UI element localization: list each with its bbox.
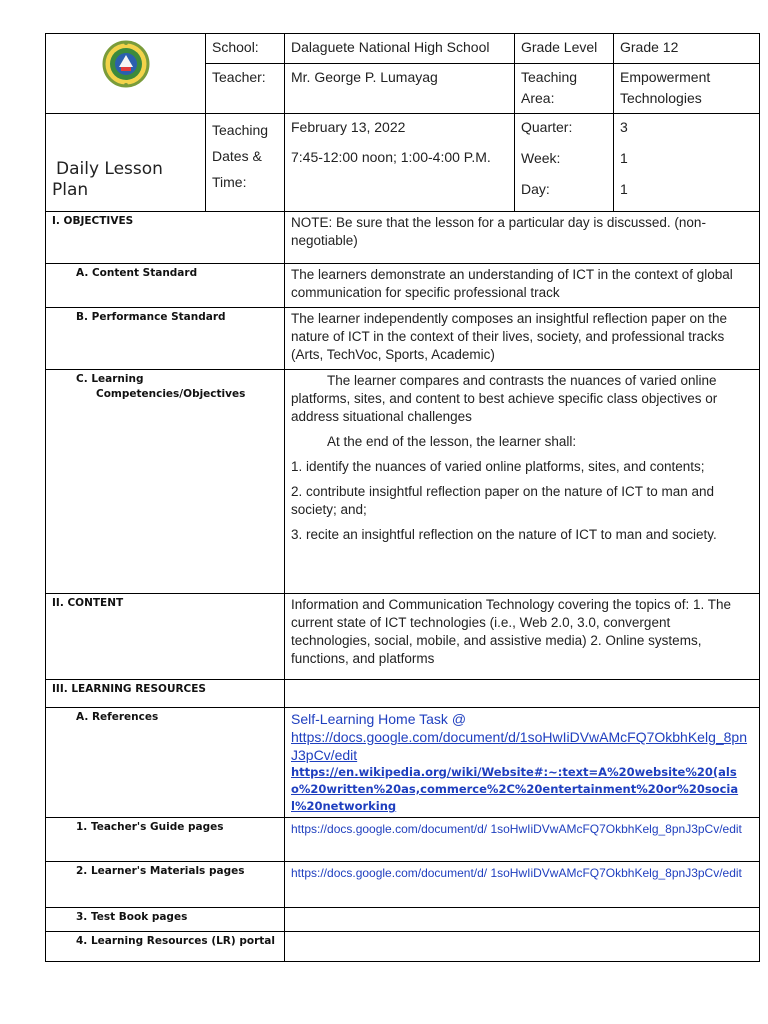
learners-materials-label: 2. Learner's Materials pages [46, 862, 285, 908]
competency-item: 1. identify the nuances of varied online platforms, sites, and contents; [291, 459, 705, 474]
learning-resources-empty [285, 680, 760, 708]
competencies-label-line-1: C. Learning [76, 373, 144, 385]
lesson-plan-table [45, 33, 760, 962]
school-seal-icon [101, 39, 151, 89]
quarter-value: 3 [620, 119, 628, 135]
competencies-intro: The learner compares and contrasts the nuances of varied online platforms, sites, and content to best achieve specific class objectives or address situational challenges [291, 373, 718, 424]
teacher-label: Teacher: [206, 64, 285, 114]
objectives-note: NOTE: Be sure that the lesson for a particular day is discussed. (non-negotiable) [285, 212, 760, 264]
performance-standard-text: The learner independently composes an insightful reflection paper on the nature of ICT in the context of their lives, society, and professional tracks (Arts, TechVoc, Sports, Academic) [285, 308, 760, 370]
time-value: 7:45-12:00 noon; 1:00-4:00 P.M. [291, 149, 491, 165]
quarter-week-day-values [614, 114, 760, 212]
lr-portal-cell [285, 932, 760, 962]
references-cell [285, 708, 760, 818]
references-label: A. References [46, 708, 285, 818]
plan-title-cell [46, 114, 206, 212]
school-label: School: [206, 34, 285, 64]
competencies-lead: At the end of the lesson, the learner shall: [327, 434, 577, 449]
grade-value: Grade 12 [614, 34, 760, 64]
content-text: Information and Communication Technology covering the topics of: 1. The current state of ICT technologies (i.e., Web 2.0, 3.0, convergent technologies, social, mobile, and assistive media) 2. Online systems, functions, and platforms [285, 594, 760, 680]
test-book-label: 3. Test Book pages [46, 908, 285, 932]
dates-label-text: Teaching Dates & Time: [212, 122, 269, 190]
week-value: 1 [620, 150, 628, 166]
reference-link-docs[interactable]: https://docs.google.com/document/d/1soHwIiDVwAMcFQ7OkbhKelg_8pnJ3pCv/edit [291, 729, 748, 763]
teacher-value: Mr. George P. Lumayag [285, 64, 515, 114]
content-standard-label: A. Content Standard [46, 264, 285, 308]
reference-title: Self-Learning Home Task @ [291, 711, 467, 727]
quarter-label: Quarter: [521, 119, 573, 135]
competency-item: 3. recite an insightful reflection on the nature of ICT to man and society. [291, 527, 717, 542]
teaching-area-value: Empowerment Technologies [614, 64, 760, 114]
competencies-label-line-2: Competencies/Objectives [96, 388, 246, 400]
teaching-dates-label [206, 114, 285, 212]
day-label: Day: [521, 181, 550, 197]
lesson-plan-document [45, 33, 759, 962]
learners-materials-link[interactable]: https://docs.google.com/document/d/ 1soHwIiDVwAMcFQ7OkbhKelg_8pnJ3pCv/edit [291, 866, 742, 880]
date-value: February 13, 2022 [291, 119, 406, 135]
teachers-guide-link[interactable]: https://docs.google.com/document/d/ 1soHwIiDVwAMcFQ7OkbhKelg_8pnJ3pCv/edit [291, 822, 742, 836]
day-value: 1 [620, 181, 628, 197]
quarter-week-day-labels [515, 114, 614, 212]
objectives-label: I. OBJECTIVES [46, 212, 285, 264]
lr-portal-label: 4. Learning Resources (LR) portal [46, 932, 285, 962]
content-standard-text: The learners demonstrate an understanding of ICT in the context of global communication for specific professional track [285, 264, 760, 308]
week-label: Week: [521, 150, 561, 166]
school-logo-cell [46, 34, 206, 114]
performance-standard-label: B. Performance Standard [46, 308, 285, 370]
competencies-text [285, 370, 760, 594]
competency-item: 2. contribute insightful reflection paper on the nature of ICT to man and society; and; [291, 484, 715, 517]
test-book-cell [285, 908, 760, 932]
content-label: II. CONTENT [46, 594, 285, 680]
grade-label: Grade Level [515, 34, 614, 64]
school-value: Dalaguete National High School [285, 34, 515, 64]
learning-resources-label: III. LEARNING RESOURCES [46, 680, 285, 708]
teachers-guide-label: 1. Teacher's Guide pages [46, 818, 285, 862]
teaching-area-label: Teaching Area: [515, 64, 614, 114]
reference-link-wikipedia[interactable]: https://en.wikipedia.org/wiki/Website#:~:text=A%20website%20(also%20written%20as,commerce%2C%20entertainment%20or%20social%20networking [291, 765, 739, 813]
teachers-guide-cell [285, 818, 760, 862]
competencies-label [46, 370, 285, 594]
dates-time-value [285, 114, 515, 212]
learners-materials-cell [285, 862, 760, 908]
plan-title: Daily Lesson Plan [52, 159, 163, 200]
